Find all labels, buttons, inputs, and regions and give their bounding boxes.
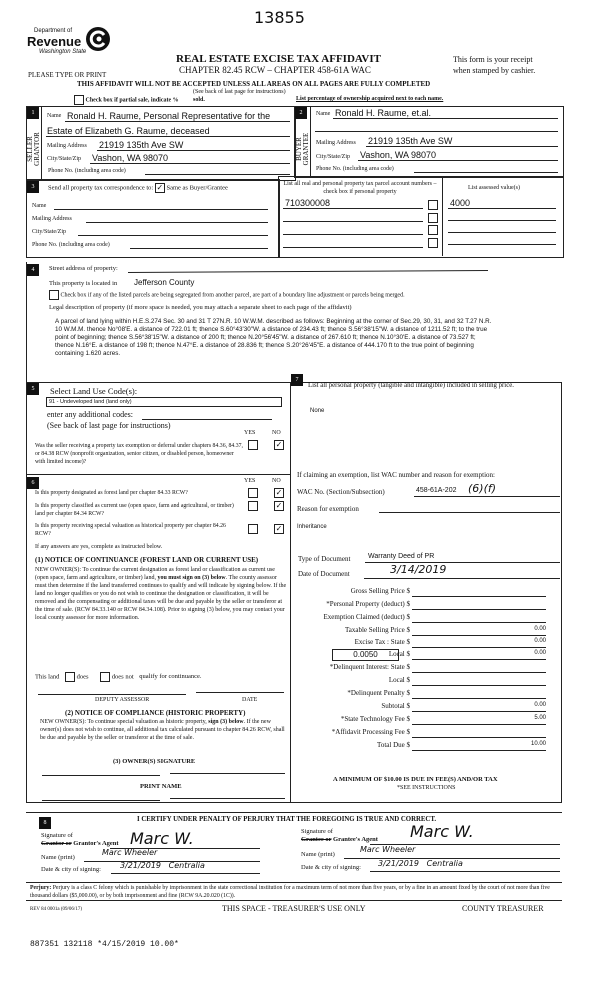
tax-value[interactable]: 0.00: [412, 702, 546, 712]
grantor-date-label: Date & city of signing:: [41, 866, 101, 873]
forest-land-yes[interactable]: [248, 488, 258, 498]
street-address-input[interactable]: [128, 270, 488, 273]
reason-label: Reason for exemption: [297, 505, 359, 513]
seller-phone-label: Phone No. (including area code): [48, 168, 126, 174]
wac-value: 458-61A-202: [416, 487, 457, 494]
yes-header-6: YES: [244, 478, 256, 484]
tax-value[interactable]: [412, 676, 546, 686]
seller-name-line1[interactable]: Ronald H. Raume, Personal Representative for the: [67, 111, 271, 121]
wac-handwritten: (6)(f): [468, 482, 497, 495]
legal-description-label: Legal description of property (if more space is needed, you may attach a separate sheet to each page of the affidavit): [49, 304, 352, 311]
tax-value[interactable]: 0.00: [412, 650, 546, 660]
continuance-text: NEW OWNER(S): To continue the current designation as forest land or classification as current use (open space, farm and agriculture, or timber) land, you must sign on (3) below. The county assessor must then determine if the land transferred continues to qualify and will indicate by signing below. If the land no longer qualifies or you do not wish to continue the designation or classification, it will be removed and the compensating or additional taxes will be due and payable by the seller or transferor at the time of sale. (RCW 84.33.140 or RCW 84.34.108). Prior to signing (3) below, you may contact your local county assessor for more information.: [35, 567, 287, 621]
grantor-sig-label-2: Grantor or Grantor's Agent: [41, 840, 119, 847]
tax-value[interactable]: [412, 600, 546, 610]
tax-label: Taxable Selling Price $: [344, 626, 410, 634]
parcels-header: List all real and personal property tax parcel account numbers – check box if personal property: [283, 181, 437, 195]
grantee-name: Marc Wheeler: [360, 845, 416, 854]
cashier-stamp: 887351 132118 *4/15/2019 10.00*: [30, 940, 179, 949]
corr-name-input[interactable]: [54, 209, 268, 210]
tax-value[interactable]: [412, 689, 546, 699]
located-label: This property is located in: [49, 280, 118, 287]
section-number-2: 2: [295, 107, 307, 119]
continuance-title: (1) NOTICE OF CONTINUANCE (FOREST LAND OR CURRENT USE): [35, 556, 259, 564]
grantee-date-label: Date & city of signing:: [301, 864, 361, 871]
historic-yes[interactable]: [248, 524, 258, 534]
buyer-name[interactable]: Ronald H. Raume, et.al.: [335, 108, 432, 118]
owner-signature-line-1[interactable]: [42, 775, 160, 776]
dor-swirl-icon: [85, 26, 111, 52]
logo-dept: Department of: [34, 28, 73, 34]
legal-description[interactable]: A parcel of land lying within H.E.S.274 Sec. 30 and 31 T 27N.R. 10 W.W.M. described as follows: Beginning at the corner of Sec.29, 30, 31, and 32 T.27 N.R. 10 W.M.M. thence No°08'E. a distance of 722.01 ft; thence S.60°43'30"W. a distance of 234.43 ft; thence S.56°38'15"W. a distance of 1211.52 ft; to the true point of beginning; thence S.56°38'15"W. a distance of 200 ft; thence N.20°56'45"W. a distance of 267.610 ft; thence N.10°30'E. a distance of 73.527 ft; thence N.16°E. a distance of 198 ft; thence N.47°E. a distance of 28.836 ft; thence S.20°26'45"E. a distance of 444.170 ft to the true point of beginning containing 1.620 acres.: [55, 318, 492, 357]
acceptance-warning: THIS AFFIDAVIT WILL NOT BE ACCEPTED UNLESS ALL AREAS ON ALL PAGES ARE FULLY COMPLETED: [77, 80, 431, 88]
parcel-number-2[interactable]: [283, 221, 423, 222]
sold-label: sold.: [193, 97, 205, 103]
parcel-number-3[interactable]: [283, 234, 423, 235]
section-number-1: 1: [27, 107, 39, 119]
form-title: REAL ESTATE EXCISE TAX AFFIDAVIT: [176, 53, 381, 65]
historic-question: Is this property receiving special valuation as historical property per chapter 84.26 RCW?: [35, 523, 226, 537]
if-yes-note: If any answers are yes, complete as instructed below.: [35, 544, 163, 550]
grantor-date: 3/21/2019 Centralia: [120, 861, 205, 870]
seller-side-label: SELLER GRANTOR: [26, 132, 41, 166]
county[interactable]: Jefferson County: [134, 278, 195, 287]
tax-label: *State Technology Fee $: [340, 715, 410, 723]
local-rate[interactable]: 0.0050: [332, 649, 399, 661]
print-name-line-1[interactable]: [42, 800, 160, 801]
street-address-label: Street address of property:: [49, 265, 118, 272]
parcel-number-4[interactable]: [283, 247, 423, 248]
corr-name-label: Name: [32, 203, 47, 209]
personal-property-checkbox-2[interactable]: [428, 213, 438, 223]
land-use-see-back: (See back of last page for instructions): [47, 421, 171, 430]
reason-value[interactable]: Inheritance: [297, 524, 327, 530]
date-line[interactable]: [196, 692, 284, 693]
tax-value[interactable]: [412, 587, 546, 597]
seller-name-label: Name: [47, 113, 62, 119]
tax-label: *Delinquent Interest: State $: [329, 663, 410, 671]
personal-property-checkbox-4[interactable]: [428, 238, 438, 248]
grantor-signature: Marc W.: [130, 829, 194, 848]
correspondence-label: Send all property tax correspondence to: ✓ Same as Buyer/Grantee: [48, 183, 228, 192]
owner-signature-line-2[interactable]: [170, 773, 285, 774]
tax-value[interactable]: [412, 663, 546, 673]
seller-address-label: Mailing Address: [47, 143, 87, 149]
tax-value[interactable]: 5.00: [412, 715, 546, 725]
compliance-title: (2) NOTICE OF COMPLIANCE (HISTORIC PROPERTY): [65, 709, 246, 717]
segregated-checkbox[interactable]: [49, 290, 59, 300]
tax-value[interactable]: 0.00: [412, 638, 546, 648]
continuance-row: This land does does not qualify for continuance.: [35, 673, 202, 681]
print-name-label: PRINT NAME: [140, 783, 182, 790]
wac-label: WAC No. (Section/Subsection): [297, 488, 385, 496]
forest-land-no[interactable]: ✓: [275, 488, 283, 497]
buyer-city-label: City/State/Zip: [316, 154, 350, 160]
grantor-name: Marc Wheeler: [102, 848, 158, 857]
corr-address-label: Mailing Address: [32, 216, 72, 222]
no-header-6: NO: [272, 478, 281, 484]
perjury-notice: Perjury: Perjury is a class C felony which is punishable by imprisonment in the state correctional institution for a maximum term of not more than five years, or by a fine in an amount fixed by the court of not more than five thousand dollars ($5,000.00), or by both imprisonment and fine (RCW 9A.20.020 (1C)).: [30, 885, 550, 899]
grantee-date-line[interactable]: [370, 871, 560, 872]
forest-land-question: Is this property designated as forest land per chapter 84.33 RCW?: [35, 490, 188, 496]
corr-address-input[interactable]: [86, 222, 268, 223]
tax-label: Gross Selling Price $: [350, 587, 410, 595]
does-checkbox[interactable]: [65, 672, 75, 682]
exemption-claim-label: If claiming an exemption, list WAC number and reason for exemption:: [297, 471, 495, 479]
corr-phone-input[interactable]: [130, 248, 268, 249]
segregated-row: Check box if any of the listed parcels are being segregated from another parcel, are part of a boundary line adjustment or parcels being merged.: [49, 290, 405, 300]
tax-label: Local $: [388, 650, 410, 658]
corr-city-label: City/State/Zip: [32, 229, 66, 235]
tax-value[interactable]: [412, 613, 546, 623]
tax-value[interactable]: [412, 728, 546, 738]
grantor-date-line[interactable]: [111, 873, 260, 874]
assessed-header: List assessed value(s): [468, 185, 520, 191]
tax-label: *Affidavit Processing Fee $: [331, 728, 410, 736]
section-number-7: 7: [291, 374, 303, 386]
assessed-value-4[interactable]: [448, 244, 556, 245]
tax-label: *Delinquent Penalty $: [347, 689, 410, 697]
owner-signature-label: (3) OWNER(S) SIGNATURE: [113, 758, 196, 765]
partial-sale: Check box if partial sale, indicate %: [74, 95, 179, 105]
certify-statement: I CERTIFY UNDER PENALTY OF PERJURY THAT THE FOREGOING IS TRUE AND CORRECT.: [137, 816, 437, 823]
grantor-name-label: Name (print): [41, 854, 75, 861]
yes-header-5: YES: [244, 430, 256, 436]
tax-label: Excise Tax : State $: [354, 638, 410, 646]
personal-property-checkbox-3[interactable]: [428, 225, 438, 235]
tax-label: Local $: [388, 676, 410, 684]
doc-date-input[interactable]: [364, 578, 560, 579]
wac-input[interactable]: [414, 496, 560, 497]
section-number-8: 8: [39, 817, 51, 829]
tax-label: Exemption Claimed (deduct) $: [323, 613, 410, 621]
grantor-sig-label-1: Signature of: [41, 832, 73, 839]
assessed-value-3[interactable]: [448, 232, 556, 233]
ownership-note: List percentage of ownership acquired next to each name.: [296, 96, 444, 102]
doc-type-label: Type of Document: [298, 555, 351, 563]
buyer-name-label: Name: [316, 111, 331, 117]
treasurer-use-label: THIS SPACE - TREASURER'S USE ONLY: [222, 904, 366, 913]
doc-type: Warranty Deed of PR: [368, 553, 435, 560]
print-name-line-2[interactable]: [170, 798, 285, 799]
personal-property-checkbox-1[interactable]: [428, 200, 438, 210]
see-instructions: *SEE INSTRUCTIONS: [397, 785, 456, 791]
buyer-phone-label: Phone No. (including area code): [316, 166, 394, 172]
buyer-side-label: BUYER GRANTEE: [295, 132, 310, 166]
logo-state: Washington State: [39, 49, 87, 55]
county-treasurer-label: COUNTY TREASURER: [462, 904, 544, 913]
current-use-yes[interactable]: [248, 501, 258, 511]
additional-codes-input[interactable]: [142, 419, 272, 420]
please-type: PLEASE TYPE OR PRINT: [28, 71, 107, 79]
tax-label: Subtotal $: [381, 702, 410, 710]
seller-city-label: City/State/Zip: [47, 156, 81, 162]
current-use-question: Is this property classified as current use (open space, farm and agricultural, or timber) land per chapter 84.34 RCW?: [35, 503, 234, 517]
current-use-no[interactable]: ✓: [275, 501, 283, 510]
no-header-5: NO: [272, 430, 281, 436]
partial-sale-checkbox[interactable]: [74, 95, 84, 105]
minimum-due-note: A MINIMUM OF $10.00 IS DUE IN FEE(S) AND/OR TAX: [333, 776, 498, 783]
deputy-assessor-line[interactable]: [38, 694, 186, 695]
form-chapter: CHAPTER 82.45 RCW – CHAPTER 458-61A WAC: [179, 65, 371, 75]
buyer-address-label: Mailing Address: [316, 140, 356, 146]
form-revision: REV 84 0001a (09/06/17): [30, 907, 82, 912]
receipt-note-1: This form is your receipt: [453, 55, 533, 64]
doc-date: 3/14/2019: [390, 563, 447, 576]
receipt-note-2: when stamped by cashier.: [453, 66, 536, 75]
section-number-3: 3: [27, 181, 39, 193]
historic-no[interactable]: ✓: [275, 524, 283, 533]
personal-property-label: List all personal property (tangible and intangible) included in selling price.: [308, 382, 514, 389]
parcel-number-1[interactable]: 710300008: [285, 198, 331, 208]
assessed-value-1[interactable]: 4000: [450, 198, 471, 208]
tax-label: *Personal Property (deduct) $: [326, 600, 410, 608]
grantee-date: 3/21/2019 Centralia: [378, 859, 463, 868]
assessed-value-2[interactable]: [448, 220, 556, 221]
grantee-sig-label-2: Grantee or Grantee's Agent: [301, 836, 378, 843]
compliance-text: NEW OWNER(S): To continue special valuation as historic property, sign (3) below. If the new owner(s) does not wish to continue, all additional tax calculated pursuant to chapter 84.26 RCW, shall be due and payable by the seller or transferor at the time of sale.: [40, 719, 285, 741]
grantee-name-label: Name (print): [301, 851, 335, 858]
section-number-5: 5: [27, 383, 39, 395]
section-number-4: 4: [27, 264, 39, 276]
grantee-sig-label-1: Signature of: [301, 828, 333, 835]
date-label: DATE: [242, 697, 258, 703]
corr-phone-label: Phone No. (including area code): [32, 242, 110, 248]
does-not-checkbox[interactable]: [100, 672, 110, 682]
corr-city-input[interactable]: [78, 235, 268, 236]
see-back-note: (See back of last page for instructions): [193, 89, 286, 95]
tax-label: Total Due $: [377, 741, 410, 749]
seller-exemption-yes[interactable]: [248, 440, 258, 450]
tax-value[interactable]: 10.00: [412, 741, 546, 751]
seller-name-line2[interactable]: Estate of Elizabeth G. Raume, deceased: [47, 126, 210, 136]
handwritten-number: 13855: [254, 8, 305, 27]
dor-logo: [27, 26, 117, 62]
same-as-buyer-checkbox[interactable]: ✓: [156, 183, 164, 192]
deputy-assessor-label: DEPUTY ASSESSOR: [95, 697, 150, 703]
grantee-signature: Marc W.: [410, 822, 474, 841]
logo-name: Revenue: [27, 34, 82, 49]
seller-city[interactable]: Vashon, WA 98070: [92, 153, 169, 163]
personal-property-value[interactable]: None: [310, 408, 325, 414]
tax-value[interactable]: 0.00: [412, 626, 546, 636]
seller-exemption-no[interactable]: ✓: [275, 440, 283, 449]
seller-address[interactable]: 21919 135th Ave SW: [99, 140, 184, 150]
land-use-label: Select Land Use Code(s):: [50, 386, 138, 396]
reason-input[interactable]: [379, 512, 560, 513]
buyer-city[interactable]: Vashon, WA 98070: [360, 150, 437, 160]
doc-date-label: Date of Document: [298, 570, 350, 578]
additional-codes-label: enter any additional codes:: [47, 410, 133, 419]
exemption-question: Was the seller receiving a property tax exemption or deferral under chapters 84.36, 84.37, or 84.38 RCW (nonprofit organization, senior citizen, or disabled person, homeowner with limited income)?: [35, 443, 243, 465]
buyer-address[interactable]: 21919 135th Ave SW: [368, 136, 453, 146]
land-use-select[interactable]: 91 - Undeveloped land (land only): [46, 397, 282, 407]
section-number-6: 6: [27, 477, 39, 489]
